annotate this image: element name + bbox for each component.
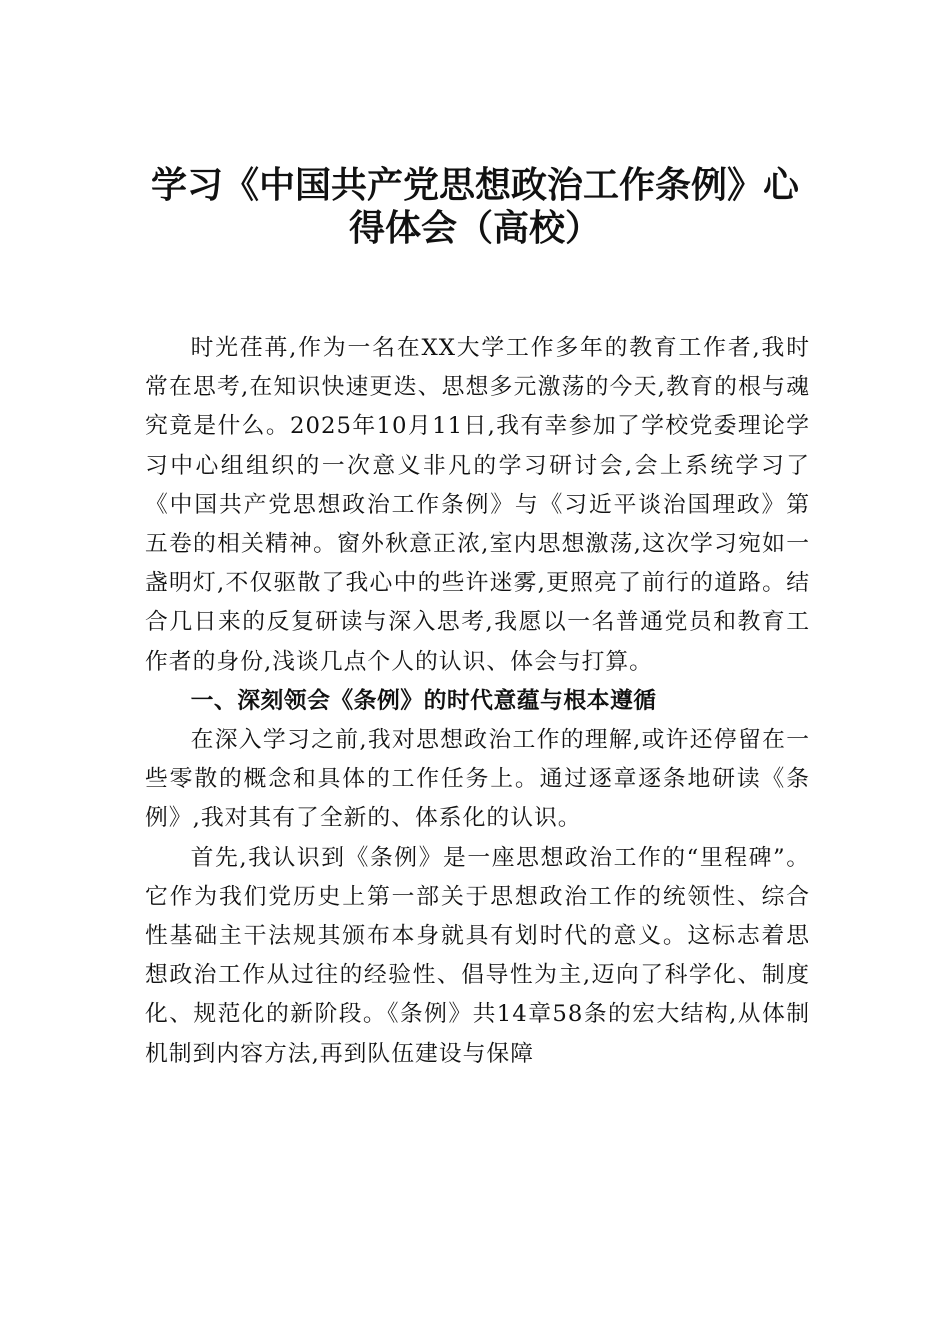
document-title-line-1: 学习《中国共产党思想政治工作条例》心 xyxy=(150,164,799,206)
intro-paragraph: 时光荏苒,作为一名在XX大学工作多年的教育工作者,我时常在思考,在知识快速更迭、思想多元激荡的今天,教育的根与魂究竟是什么。2025年10月11日,我有幸参加了学校党委理论学习中心组组织的一次意义非凡的学习研讨会,会上系统学习了《中国共产党思想政治工作条例》与《习近平谈治国理政》第五卷的相关精神。窗外秋意正浓,室内思想激荡,这次学习宛如一盏明灯,不仅驱散了我心中的些许迷雾,更照亮了前行的道路。结合几日来的反复研读与深入思考,我愿以一名普通党员和教育工作者的身份,浅谈几点个人的认识、体会与打算。 xyxy=(145,335,810,675)
document-body xyxy=(145,329,810,1074)
section-1-paragraph-2: 首先,我认识到《条例》是一座思想政治工作的“里程碑”。它作为我们党历史上第一部关于思想政治工作的统领性、综合性基础主干法规其颁布本身就具有划时代的意义。这标志着思想政治工作从过往的经验性、倡导性为主,迈向了科学化、制度化、规范化的新阶段。《条例》共14章58条的宏大结构,从体制机制到内容方法,再到队伍建设与保障 xyxy=(145,844,810,1067)
document-title-line-2: 得体会（高校） xyxy=(348,207,601,249)
section-1-heading: 一、深刻领会《条例》的时代意蕴与根本遵循 xyxy=(190,687,657,714)
section-1-paragraph-1: 在深入学习之前,我对思想政治工作的理解,或许还停留在一些零散的概念和具体的工作任务上。通过逐章逐条地研读《条例》,我对其有了全新的、体系化的认识。 xyxy=(145,727,810,832)
